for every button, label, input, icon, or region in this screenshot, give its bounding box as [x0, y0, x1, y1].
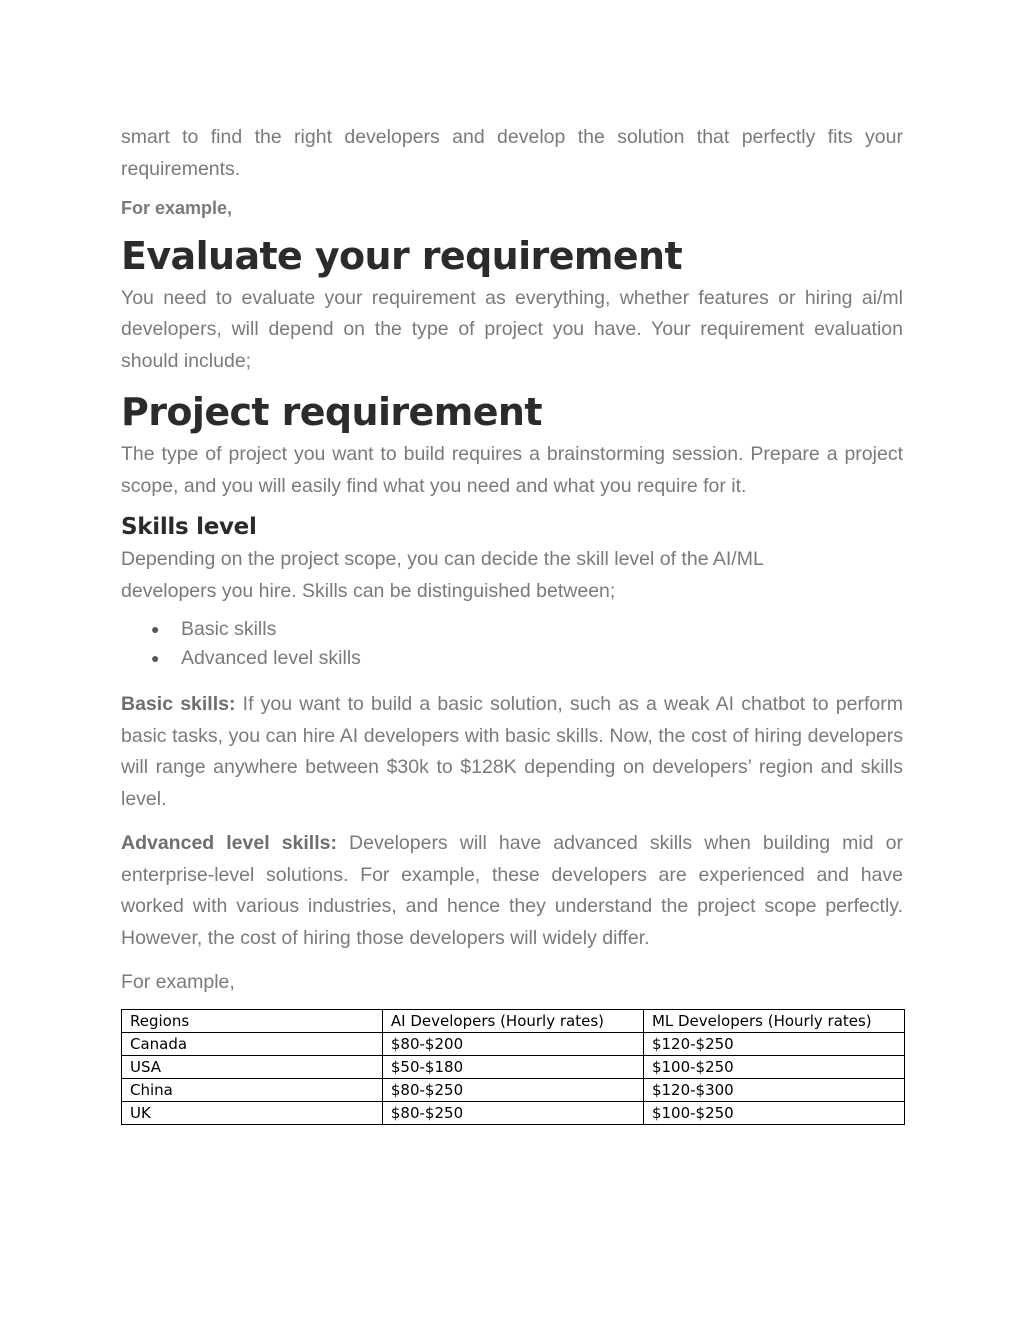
list-item — [121, 644, 903, 673]
table-cell: $80-$250 — [382, 1101, 643, 1124]
table-row — [122, 1101, 905, 1124]
advanced-skills-text: Developers will have advanced skills when building mid or enterprise-level solutions. For example, these developers are experienced and have worked with various industries, and hence they understand the project scope perfectly. However, the cost of hiring those developers will widely differ. — [121, 832, 903, 949]
evaluate-heading: Evaluate your requirement — [121, 233, 683, 278]
project-heading: Project requirement — [121, 390, 542, 434]
bullet-icon: ● — [151, 649, 160, 666]
table-cell: $120-$300 — [643, 1078, 904, 1101]
document-page — [121, 122, 903, 1125]
for-example-plain: For example, — [121, 971, 235, 993]
table-row — [122, 1078, 905, 1101]
skills-paragraph-line2: developers you hire. Skills can be distinguished between; — [121, 579, 616, 602]
table-cell: USA — [122, 1055, 383, 1078]
table-cell: $100-$250 — [643, 1055, 904, 1078]
skills-list — [121, 615, 903, 672]
rates-table — [121, 1009, 905, 1125]
table-cell: UK — [122, 1101, 383, 1124]
table-cell: $80-$250 — [382, 1078, 643, 1101]
table-row — [122, 1055, 905, 1078]
basic-skills-label: Basic skills: — [121, 693, 236, 715]
table-header-row — [122, 1009, 905, 1032]
list-item-label: Advanced level skills — [181, 646, 361, 669]
skills-paragraph-line1: Depending on the project scope, you can decide the skill level of the AI/ML — [121, 548, 764, 570]
table-cell: $100-$250 — [643, 1101, 904, 1124]
table-cell: $120-$250 — [643, 1032, 904, 1055]
for-example-label: For example, — [121, 198, 233, 218]
table-cell: Canada — [122, 1032, 383, 1055]
table-row — [122, 1032, 905, 1055]
table-header-cell: ML Developers (Hourly rates) — [643, 1009, 904, 1032]
table-cell: $80-$200 — [382, 1032, 643, 1055]
table-cell: $50-$180 — [382, 1055, 643, 1078]
list-item — [121, 615, 903, 644]
skills-heading: Skills level — [121, 514, 257, 540]
table-header-cell: AI Developers (Hourly rates) — [382, 1009, 643, 1032]
table-header-cell: Regions — [122, 1009, 383, 1032]
evaluate-paragraph: You need to evaluate your requirement as everything, whether features or hiring ai/ml developers, will depend on the type of project you have. Your requirement evaluation should include; — [121, 286, 903, 372]
basic-skills-paragraph — [121, 689, 903, 815]
advanced-skills-label: Advanced level skills: — [121, 832, 337, 854]
basic-skills-text: If you want to build a basic solution, such as a weak AI chatbot to perform basic tasks, you can hire AI developers with basic skills. Now, the cost of hiring developers will range anywhere between $30k to $128K depending on developers’ region and skills level. — [121, 693, 903, 810]
skills-paragraph — [121, 544, 903, 607]
table-cell: China — [122, 1078, 383, 1101]
list-item-label: Basic skills — [181, 618, 277, 640]
bullet-icon: ● — [151, 621, 160, 637]
project-paragraph: The type of project you want to build requires a brainstorming session. Prepare a project scope, and you will easily find what you need and what you require for it. — [121, 443, 903, 497]
intro-paragraph: smart to find the right developers and develop the solution that perfectly fits your requirements. — [121, 126, 903, 180]
advanced-skills-paragraph — [121, 828, 903, 954]
